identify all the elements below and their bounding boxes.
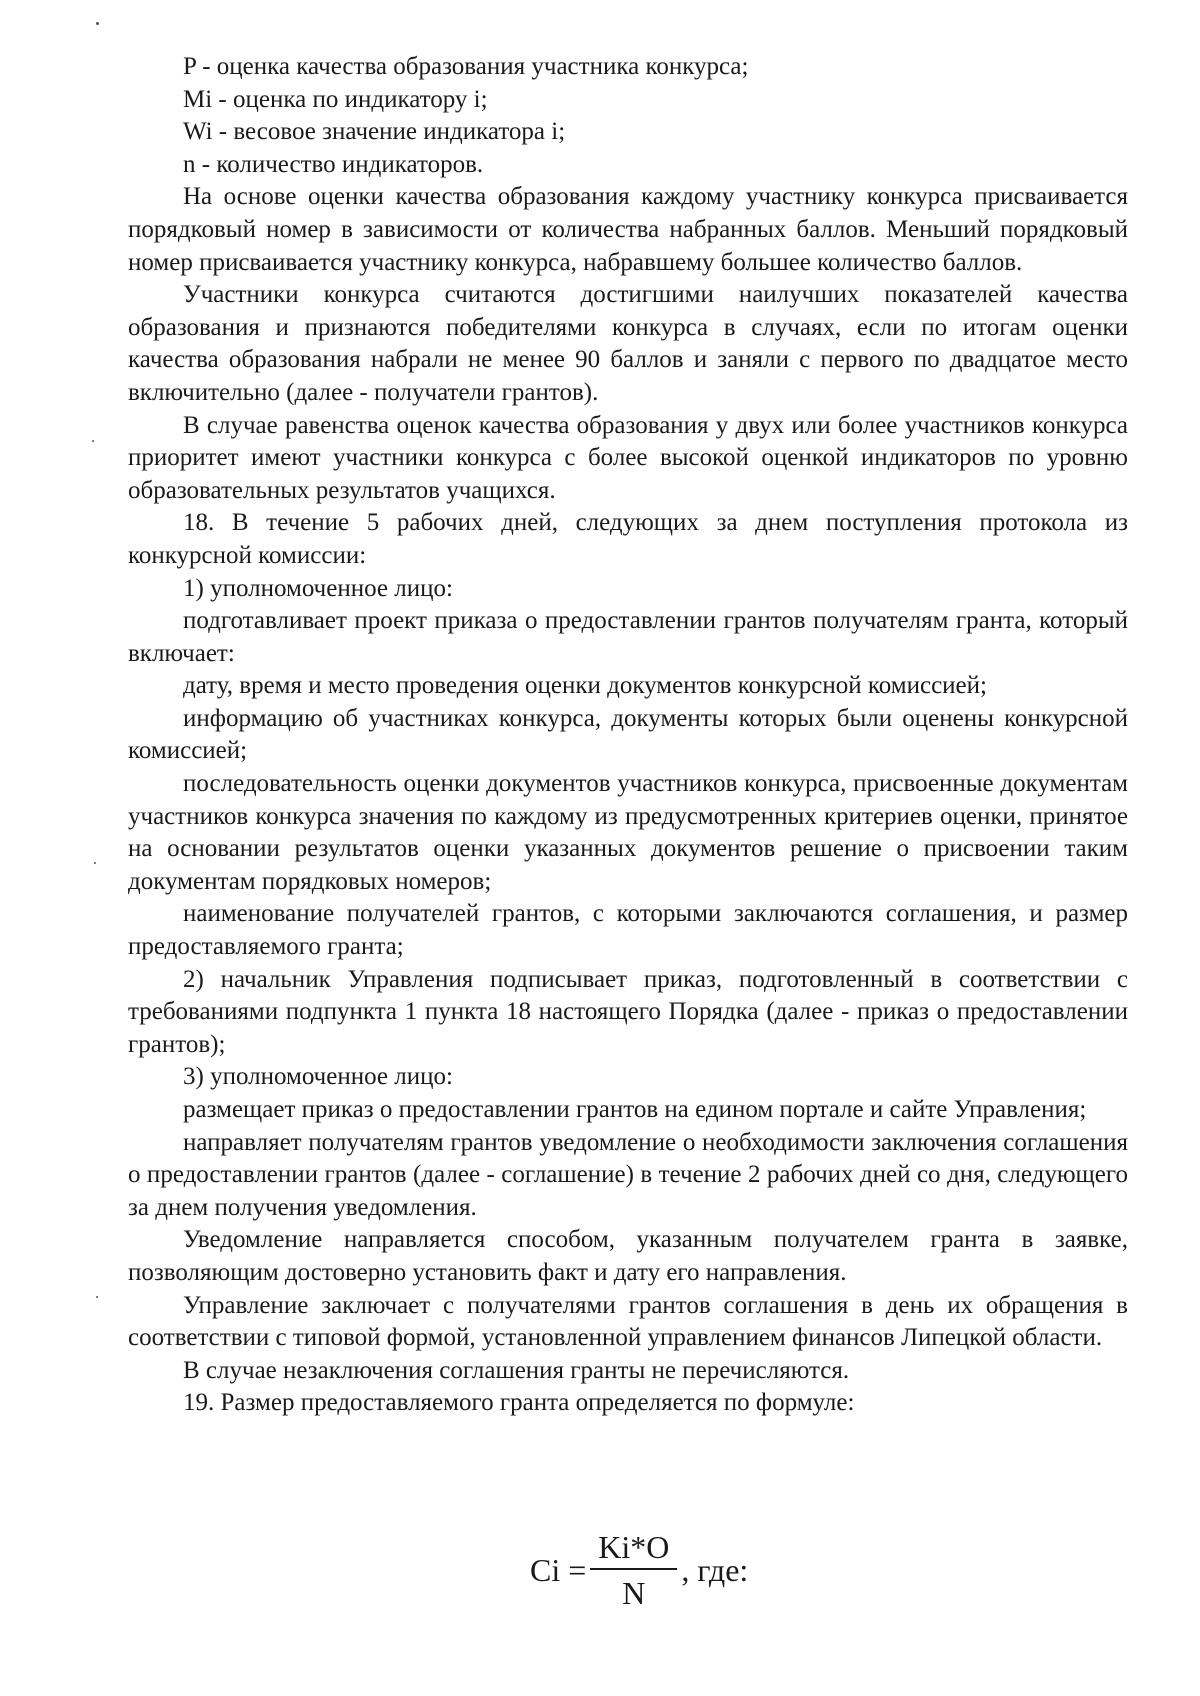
definition-mi: Mi - оценка по индикатору i; (183, 85, 488, 113)
paragraph-winners: Участники конкурса считаются достигшими наилучших показателей качества образования и признаются победителями конкурса в случаях, если по итогам оценки качества образования набрали не менее 90 баллов и заняли с первого по двадцатое место включительно (далее - получатели грантов). (128, 281, 1128, 406)
scan-speck (92, 440, 94, 442)
formula-numerator: Ki*O (590, 1530, 677, 1570)
paragraph-prepares-order: подготавливает проект приказа о предоставлении грантов получателям гранта, который включает: (128, 607, 1128, 667)
paragraph-no-agreement: В случае незаключения соглашения гранты не перечисляются. (183, 1356, 850, 1384)
grant-formula (530, 1530, 748, 1610)
scan-speck (96, 22, 99, 25)
formula-suffix: , где: (681, 1551, 749, 1588)
paragraph-agreement: Управление заключает с получателями грантов соглашения в день их обращения в соответствии с типовой формой, установленной управлением финансов Липецкой области. (128, 1291, 1128, 1352)
clause-19: 19. Размер предоставляемого гранта определяется по формуле: (183, 1389, 855, 1417)
scan-speck (96, 1296, 98, 1298)
definition-p: P - оценка качества образования участника конкурса; (183, 53, 749, 80)
paragraph-tie-break: В случае равенства оценок качества образования у двух или более участников конкурса приоритет имеют участники конкурса с более высокой оценкой индикаторов по уровню образовательных результатов учащихся. (128, 411, 1128, 504)
clause-18-3: 3) уполномоченное лицо: (183, 1063, 453, 1091)
definition-n: n - количество индикаторов. (183, 150, 484, 178)
paragraph-date-time: дату, время и место проведения оценки документов конкурсной комиссией; (183, 672, 987, 700)
formula-fraction (590, 1530, 677, 1610)
paragraph-ranking: На основе оценки качества образования каждому участнику конкурса присваивается порядковый номер в зависимости от количества набранных баллов. Меньший порядковый номер присваивается участнику конкурса, набравшему большее количество баллов. (128, 183, 1128, 276)
formula-lhs: Ci = (530, 1551, 587, 1588)
formula-denominator: N (622, 1575, 646, 1611)
clause-18-1: 1) уполномоченное лицо: (183, 574, 453, 602)
paragraph-notice-method: Уведомление направляется способом, указанным получателем гранта в заявке, позволяющим достоверно установить факт и дату его направления. (128, 1226, 1128, 1286)
scan-speck (94, 862, 96, 864)
paragraph-recipients: наименование получателей грантов, с которыми заключаются соглашения, и размер предоставляемого гранта; (128, 900, 1128, 961)
paragraph-sends-notice: направляет получателям грантов уведомление о необходимости заключения соглашения о предоставлении грантов (далее - соглашение) в течение 2 рабочих дней со дня, следующего за днем получения уведомления. (128, 1128, 1128, 1221)
document-body (128, 51, 1128, 1420)
paragraph-publishes-order: размещает приказ о предоставлении грантов на едином портале и сайте Управления; (183, 1096, 1087, 1123)
paragraph-participants-info: информацию об участниках конкурса, документы которых были оценены конкурсной комиссией; (128, 704, 1128, 765)
paragraph-evaluation-sequence: последовательность оценки документов участников конкурса, присвоенные документам участников конкурса значения по каждому из предусмотренных критериев оценки, принятое на основании результатов оценки указанных документов решение о присвоении таким документам порядковых номеров; (128, 770, 1128, 895)
definition-wi: Wi - весовое значение индикатора i; (183, 118, 566, 146)
clause-18-2: 2) начальник Управления подписывает приказ, подготовленный в соответствии с требованиями подпункта 1 пункта 18 настоящего Порядка (далее - приказ о предоставлении грантов); (128, 965, 1128, 1058)
clause-18: 18. В течение 5 рабочих дней, следующих за днем поступления протокола из конкурсной комиссии: (128, 509, 1128, 569)
